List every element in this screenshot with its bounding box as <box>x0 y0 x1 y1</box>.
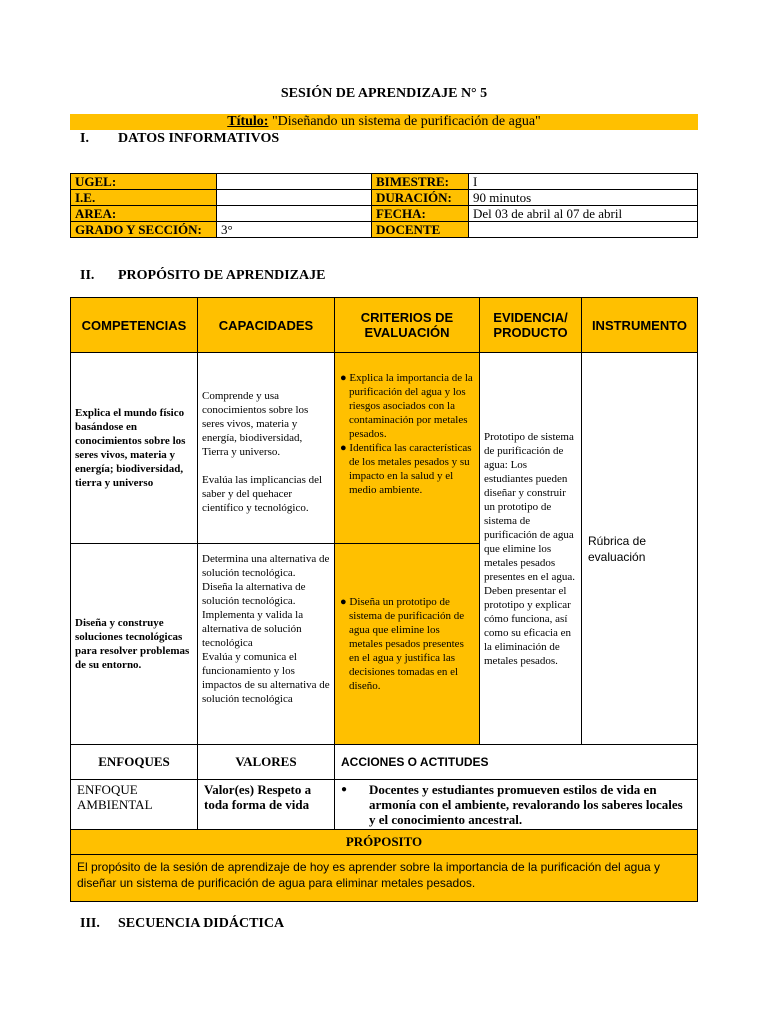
evidencia-cell: Prototipo de sistema de purificación de agua: Los estudiantes pueden diseñar y construir un prototipo de sistema de purificación de agua que elimine los metales pesados presentes en el agua. Deben presentar el prototipo y explicar cómo funciona, así como su eficacia en la eliminación de metales pesados. <box>480 353 582 745</box>
competencia-cell: Diseña y construye soluciones tecnológicas para resolver problemas de su entorno. <box>71 544 198 745</box>
section-title: SECUENCIA DIDÁCTICA <box>118 916 285 931</box>
ugel-value <box>217 174 372 190</box>
session-title: SESIÓN DE APRENDIZAJE N° 5 <box>280 86 488 101</box>
criterio-item: ● Explica la importancia de la purificación del agua y los riesgos asociados con la contaminación por metales pesados. <box>340 372 473 440</box>
title-label: Título: <box>227 114 269 129</box>
datos-table <box>70 173 698 238</box>
section-heading-datos <box>80 131 279 147</box>
table-row <box>71 206 698 222</box>
table-row <box>71 353 698 544</box>
section-number: I. <box>80 131 89 146</box>
header-competencias: COMPETENCIAS <box>71 298 198 353</box>
table-row <box>71 190 698 206</box>
criterios-cell <box>335 544 480 745</box>
criterio-item: ● Identifica las características de los metales pesados y su impacto en la salud y el medio ambiente. <box>340 442 472 496</box>
capacidad-item: Diseña la alternativa de solución tecnológica. <box>202 581 306 607</box>
ugel-label: UGEL: <box>71 174 217 190</box>
header-criterios: CRITERIOS DE EVALUACIÓN <box>335 298 480 353</box>
bullet-icon: ● <box>341 784 348 795</box>
capacidad-item: Evalúa y comunica el funcionamiento y los impactos de su alternativa de solución tecnológica <box>202 651 330 705</box>
ie-label: I.E. <box>71 190 217 206</box>
competencia-cell: Explica el mundo físico basándose en conocimientos sobre los seres vivos, materia y energía; biodiversidad, tierra y universo <box>71 353 198 544</box>
session-topic-bar <box>70 114 698 130</box>
docente-value <box>469 222 698 238</box>
criterio-item: ● Diseña un prototipo de sistema de purificación de agua que elimine los metales pesados presentes en el agua y justifica las decisiones tomadas en el diseño. <box>340 596 465 692</box>
section-title: PROPÓSITO DE APRENDIZAJE <box>118 268 326 283</box>
capacidades-cell <box>198 544 335 745</box>
accion-text: Docentes y estudiantes promueven estilos de vida en armonía con el ambiente, revalorando los saberes locales y el conocimiento ancestral. <box>369 782 683 827</box>
docente-label: DOCENTE <box>372 222 469 238</box>
header-instrumento: INSTRUMENTO <box>582 298 698 353</box>
instrumento-cell: Rúbrica de evaluación <box>582 353 698 745</box>
header-valores: VALORES <box>198 745 335 780</box>
section-heading-secuencia <box>80 916 284 932</box>
grado-label: GRADO Y SECCIÓN: <box>71 222 217 238</box>
duracion-label: DURACIÓN: <box>372 190 469 206</box>
header-evidencia: EVIDENCIA/ PRODUCTO <box>480 298 582 353</box>
proposito-text-row <box>71 855 698 902</box>
proposito-text: El propósito de la sesión de aprendizaje de hoy es aprender sobre la importancia de la purificación del agua y diseñar un sistema de purificación de agua para eliminar metales pesados. <box>71 855 698 902</box>
title-value: "Diseñando un sistema de purificación de agua" <box>271 114 541 129</box>
area-label: AREA: <box>71 206 217 222</box>
proposito-title: PRÓPOSITO <box>71 830 698 855</box>
proposito-header-row <box>71 830 698 855</box>
capacidad-item: Comprende y usa conocimientos sobre los seres vivos, materia y energía, biodiversidad, Tierra y universo. <box>202 390 309 458</box>
section-title: DATOS INFORMATIVOS <box>118 131 280 146</box>
header-acciones: ACCIONES O ACTITUDES <box>335 745 698 780</box>
header-enfoques: ENFOQUES <box>71 745 198 780</box>
duracion-value: 90 minutos <box>469 190 698 206</box>
enfoques-row <box>71 780 698 830</box>
ie-value <box>217 190 372 206</box>
capacidades-cell <box>198 353 335 544</box>
bimestre-value: I <box>469 174 698 190</box>
section-number: III. <box>80 916 100 931</box>
capacidad-item: Implementa y valida la alternativa de solución tecnológica <box>202 609 304 649</box>
table-header-row <box>71 298 698 353</box>
enfoque-cell: ENFOQUE AMBIENTAL <box>71 780 198 830</box>
table-row <box>71 174 698 190</box>
section-heading-proposito <box>80 268 325 284</box>
proposito-table <box>70 297 698 902</box>
area-value <box>217 206 372 222</box>
capacidad-item: Evalúa las implicancias del saber y del quehacer científico y tecnológico. <box>202 474 323 514</box>
criterios-cell <box>335 353 480 544</box>
capacidad-item: Determina una alternativa de solución tecnológica. <box>202 553 330 579</box>
section-number: II. <box>80 268 95 283</box>
fecha-label: FECHA: <box>372 206 469 222</box>
accion-cell <box>335 780 698 830</box>
table-row <box>71 222 698 238</box>
grado-value: 3° <box>217 222 372 238</box>
enfoques-header-row <box>71 745 698 780</box>
fecha-value: Del 03 de abril al 07 de abril <box>469 206 698 222</box>
valor-cell: Valor(es) Respeto a toda forma de vida <box>198 780 335 830</box>
bimestre-label: BIMESTRE: <box>372 174 469 190</box>
header-capacidades: CAPACIDADES <box>198 298 335 353</box>
